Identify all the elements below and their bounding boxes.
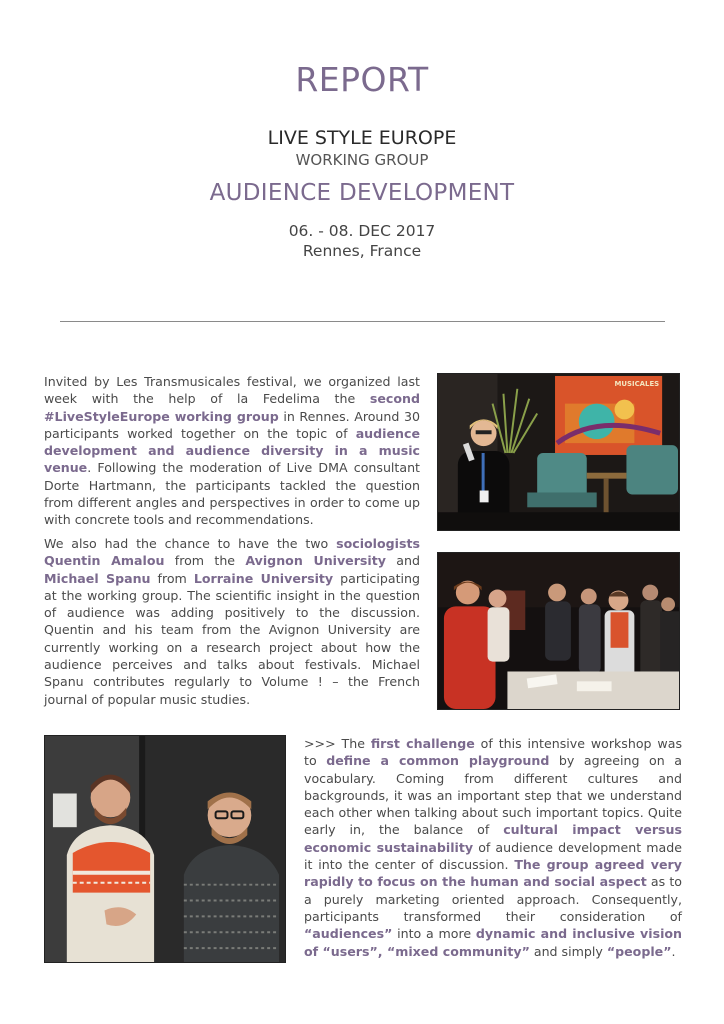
topic-heading: AUDIENCE DEVELOPMENT <box>209 180 515 206</box>
text-run: as to a purely marketing oriented approach. Consequently, participants transformed their consideration of <box>304 874 682 924</box>
highlighted-phrase: define a common playground <box>326 753 550 769</box>
text-run: of audience development made it into the center of discussion. <box>304 839 682 873</box>
highlighted-phrase: first challenge <box>370 736 475 751</box>
highlighted-phrase: The group agreed very rapidly to focus on the human and social aspect <box>304 857 682 890</box>
highlighted-phrase: Lorraine University <box>193 570 334 586</box>
text-run: >>> The <box>304 736 371 751</box>
highlighted-phrase: dynamic and inclusive vision of “users”, “mixed community” <box>304 926 683 959</box>
text-run: Invited by Les Transmusicales festival, we organized last week with the help of la Fedelima the <box>44 374 420 407</box>
text-run: in Rennes. Around 30 participants worked together on the topic of <box>44 408 421 441</box>
report-title: REPORT <box>295 60 429 99</box>
text-run: of this intensive workshop was to <box>304 736 683 769</box>
highlighted-phrase: cultural impact versus economic sustainability <box>304 822 682 855</box>
event-dates: 06. - 08. DEC 2017 <box>288 222 436 240</box>
text-run: . Following the moderation of Live DMA consultant Dorte Hartmann, the participants tackled the question from different angles and perspectives in order to come up with concrete tools and recommendations. <box>44 460 420 528</box>
highlighted-phrase: Michael Spanu <box>44 570 151 586</box>
text-run: We also had the chance to have the two <box>44 536 337 551</box>
text-run: from the <box>164 553 246 569</box>
first-challenge-paragraph <box>304 735 682 960</box>
event-location: Rennes, France <box>302 242 422 260</box>
highlighted-phrase: audience development and audience diversity in a music venue <box>44 425 420 476</box>
photo-moderator-speaking <box>437 373 680 531</box>
working-group-subtitle: WORKING GROUP <box>295 151 429 169</box>
intro-paragraph <box>44 373 420 529</box>
text-run: by agreeing on a vocabulary. Coming from different cultures and backgrounds, it was an important step that we understand each other when talking about such important topics. Quite early in, the balance of <box>304 753 682 838</box>
text-run: and simply <box>529 943 607 959</box>
highlighted-phrase: “people” <box>606 943 672 959</box>
sociologists-paragraph <box>44 535 420 708</box>
header-divider <box>60 321 665 322</box>
text-run: . <box>671 943 676 959</box>
text-run: and <box>385 553 420 569</box>
photo-sociologists <box>44 735 286 963</box>
banner-text: MUSICALES <box>614 379 660 388</box>
text-run: participating at the working group. The scientific insight in the question of audience was adding positively to the discussion. Quentin and his team from the Avignon University are currently working on a research project about how the audience perceives and talks about festivals. Michael Spanu contributes regularly to Volume ! – the French journal of popular music studies. <box>44 570 420 707</box>
text-run: into a more <box>392 926 476 942</box>
highlighted-phrase: Avignon University <box>245 553 386 569</box>
photo-group-discussion <box>437 552 680 710</box>
highlighted-phrase: “audiences” <box>304 926 393 942</box>
text-run: from <box>150 570 194 586</box>
highlighted-phrase: sociologists Quentin Amalou <box>44 536 420 569</box>
working-group-name: LIVE STYLE EUROPE <box>267 127 457 149</box>
highlighted-phrase: second #LiveStyleEurope working group <box>44 391 420 424</box>
